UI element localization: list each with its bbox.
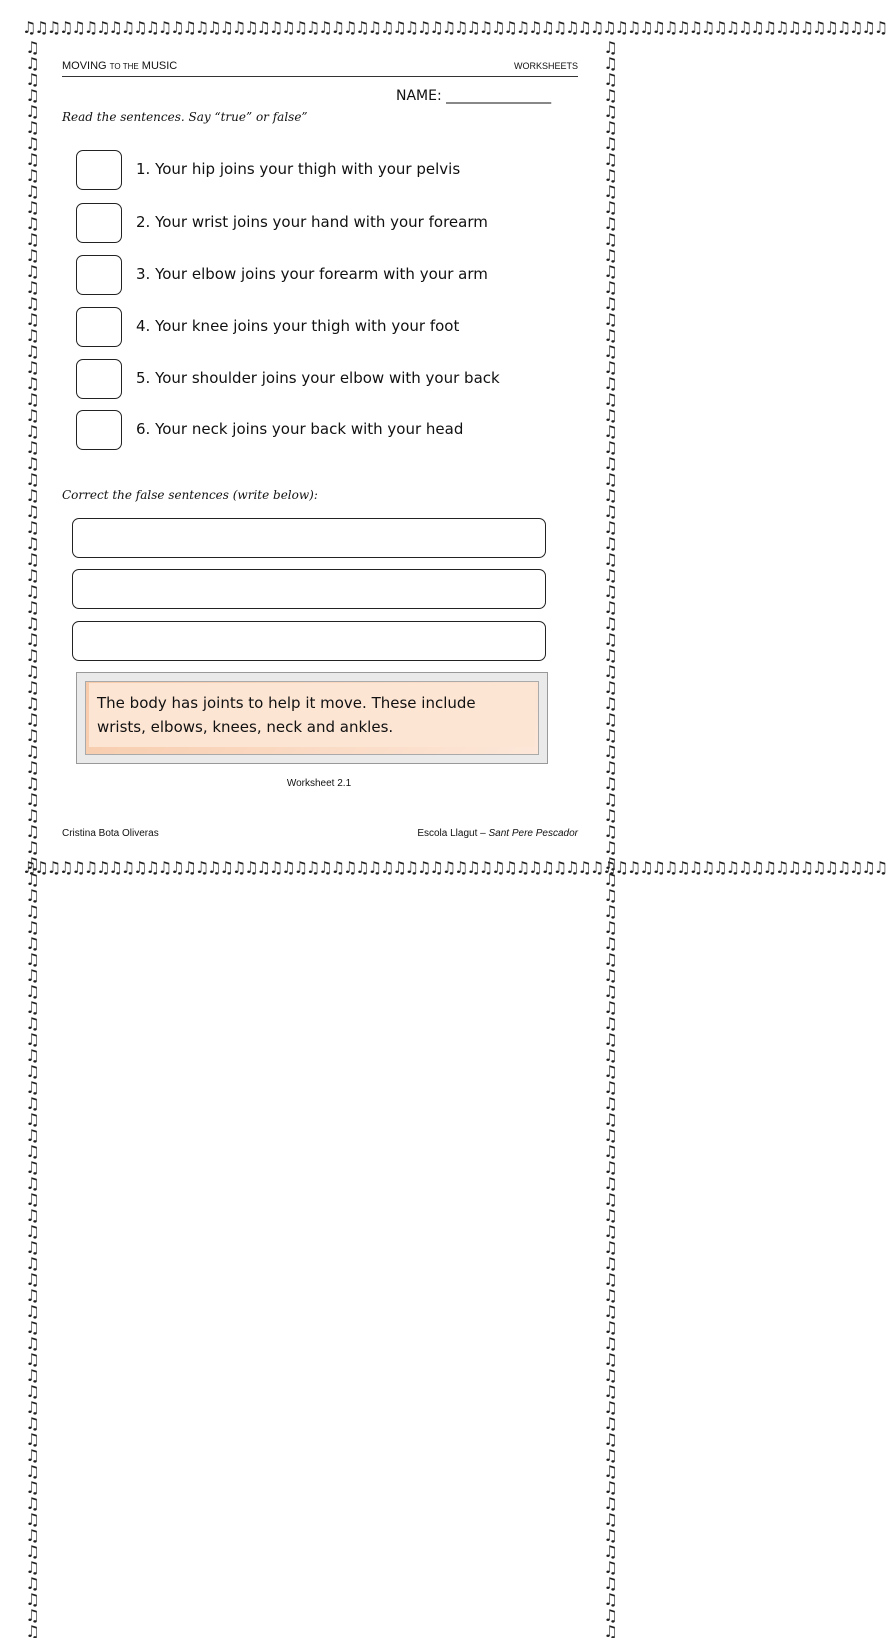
question-text: 2. Your wrist joins your hand with your forearm	[136, 213, 488, 231]
question-text: 6. Your neck joins your back with your head	[136, 420, 464, 438]
page-header	[62, 60, 578, 77]
header-title-part2: MUSIC	[138, 60, 178, 72]
correction-input-3[interactable]	[72, 621, 546, 661]
info-text	[97, 691, 527, 739]
question-row	[76, 359, 546, 403]
footer-school	[417, 828, 578, 839]
correction-input-2[interactable]	[72, 569, 546, 609]
header-worksheets: WORKSHEETS	[513, 61, 578, 71]
question-row	[76, 307, 546, 351]
name-field[interactable]: NAME: _______________	[396, 88, 552, 104]
question-text: 4. Your knee joins your thigh with your foot	[136, 317, 460, 335]
question-row	[76, 203, 546, 247]
page-footer	[62, 828, 578, 842]
footer-author: Cristina Bota Oliveras	[62, 828, 159, 839]
footer-school-name: Escola Llagut –	[417, 828, 489, 839]
answer-checkbox-2[interactable]	[76, 203, 122, 243]
answer-checkbox-6[interactable]	[76, 410, 122, 450]
answer-checkbox-1[interactable]	[76, 150, 122, 190]
question-row	[76, 255, 546, 299]
question-text: 1. Your hip joins your thigh with your pelvis	[136, 160, 461, 178]
header-title	[62, 60, 177, 72]
answer-checkbox-5[interactable]	[76, 359, 122, 399]
info-line-2: wrists, elbows, knees, neck and ankles.	[97, 718, 394, 736]
correction-input-1[interactable]	[72, 518, 546, 558]
info-box-inner	[89, 683, 535, 747]
header-title-small: TO THE	[109, 62, 139, 71]
footer-school-place: Sant Pere Pescador	[488, 828, 578, 839]
question-row	[76, 150, 546, 194]
info-line-1: The body has joints to help it move. These include	[97, 694, 476, 712]
music-note-border-left: ♫♫♫♫♫♫♫♫♫♫♫♫♫♫♫♫♫♫♫♫♫♫♫♫♫♫♫♫♫♫♫♫♫♫♫♫♫♫♫♫♫♫♫♫♫♫♫♫♫♫♫♫♫♫♫♫♫♫♫♫♫♫♫♫♫♫♫♫♫♫♫♫♫♫♫♫♫♫♫♫♫♫♫♫♫♫♫♫♫♫♫♫♫♫♫♫♫♫♫♫	[23, 38, 42, 1638]
music-note-border-top: ♫♫♫♫♫♫♫♫♫♫♫♫♫♫♫♫♫♫♫♫♫♫♫♫♫♫♫♫♫♫♫♫♫♫♫♫♫♫♫♫♫♫♫♫♫♫♫♫♫♫♫♫♫♫♫♫♫♫♫♫♫♫♫♫♫♫♫♫♫♫	[22, 18, 886, 37]
question-text: 5. Your shoulder joins your elbow with your back	[136, 369, 500, 387]
answer-checkbox-3[interactable]	[76, 255, 122, 295]
worksheet-number: Worksheet 2.1	[286, 778, 352, 789]
header-title-part1: MOVING	[62, 60, 110, 72]
question-text: 3. Your elbow joins your forearm with your arm	[136, 265, 488, 283]
instruction-text: Read the sentences. Say “true” or false”	[62, 110, 308, 124]
music-note-border-bottom: ♫♫♫♫♫♫♫♫♫♫♫♫♫♫♫♫♫♫♫♫♫♫♫♫♫♫♫♫♫♫♫♫♫♫♫♫♫♫♫♫♫♫♫♫♫♫♫♫♫♫♫♫♫♫♫♫♫♫♫♫♫♫♫♫♫♫♫♫♫♫	[22, 858, 886, 877]
answer-checkbox-4[interactable]	[76, 307, 122, 347]
music-note-border-right: ♫♫♫♫♫♫♫♫♫♫♫♫♫♫♫♫♫♫♫♫♫♫♫♫♫♫♫♫♫♫♫♫♫♫♫♫♫♫♫♫♫♫♫♫♫♫♫♫♫♫♫♫♫♫♫♫♫♫♫♫♫♫♫♫♫♫♫♫♫♫♫♫♫♫♫♫♫♫♫♫♫♫♫♫♫♫♫♫♫♫♫♫♫♫♫♫♫♫♫♫	[601, 38, 620, 1638]
correct-instruction: Correct the false sentences (write below):	[62, 488, 318, 502]
question-row	[76, 410, 546, 454]
info-box	[76, 672, 548, 764]
